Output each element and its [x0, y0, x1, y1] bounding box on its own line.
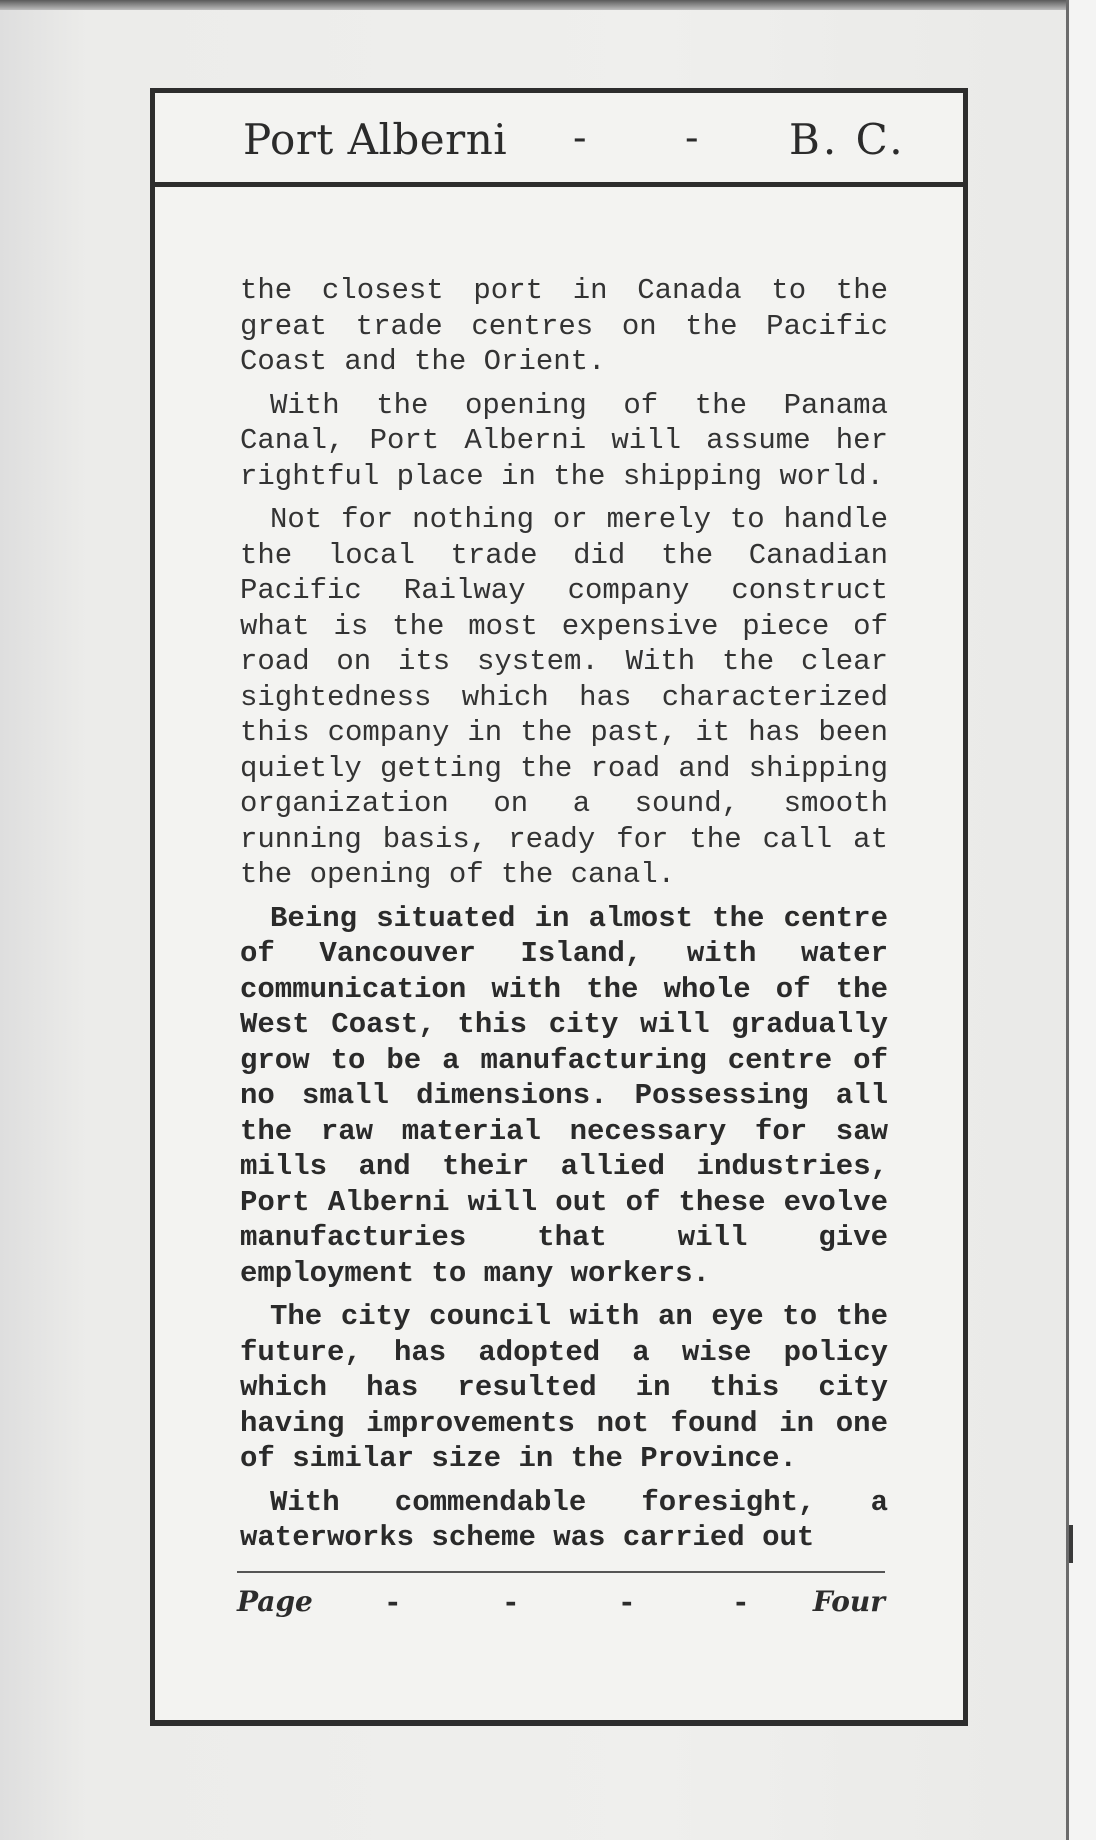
paragraph: Not for nothing or merely to handle the local trade did the Canadian Pacific Railway company construct what is the most expensive piece of road on its system. With the clear sightedness which has characterized this company in the past, it has been quietly getting the road and shipping organization on a sound, smooth running basis, ready for the call at the opening of the canal.: [240, 503, 888, 891]
paragraph: Being situated in almost the centre of Vancouver Island, with water communication with the whole of the West Coast, this city will gradually grow to be a manufacturing centre of no small dimensions. Possessing all the raw material necessary for saw mills and their allied industries, Port Alberni will out of these evolve manufacturies that will give employment to many workers.: [240, 901, 888, 1290]
running-header: [155, 93, 963, 187]
page-frame: [150, 88, 968, 1726]
body-text: [240, 273, 888, 1564]
header-province: B. C.: [789, 115, 906, 164]
page-footer: [237, 1585, 885, 1635]
footer-separator: -: [387, 1585, 399, 1618]
footer-page-label: Page: [237, 1585, 313, 1618]
header-separator: -: [685, 115, 699, 161]
header-separator: -: [573, 115, 587, 161]
frame-bottom-edge: [150, 1720, 968, 1726]
paragraph: the closest port in Canada to the great trade centres on the Pacific Coast and the Orient.: [240, 274, 888, 378]
paragraph: With the opening of the Panama Canal, Port Alberni will assume her rightful place in the shipping world.: [240, 388, 888, 493]
paragraph: With commendable foresight, a waterworks scheme was carried out: [240, 1485, 888, 1554]
footer-separator: -: [735, 1585, 747, 1618]
adjacent-page-edge: [1066, 0, 1096, 1840]
footer-separator: -: [505, 1585, 517, 1618]
header-place-name: Port Alberni: [243, 115, 508, 164]
paragraph: The city council with an eye to the future, has adopted a wise policy which has resulted in this city having improvements not found in one of similar size in the Province.: [240, 1300, 888, 1475]
footer-separator: -: [621, 1585, 633, 1618]
adjacent-page-mark: [1069, 1525, 1073, 1563]
scan-top-edge: [0, 0, 1096, 10]
footer-page-number: Four: [812, 1585, 885, 1618]
footer-rule: [237, 1571, 885, 1573]
